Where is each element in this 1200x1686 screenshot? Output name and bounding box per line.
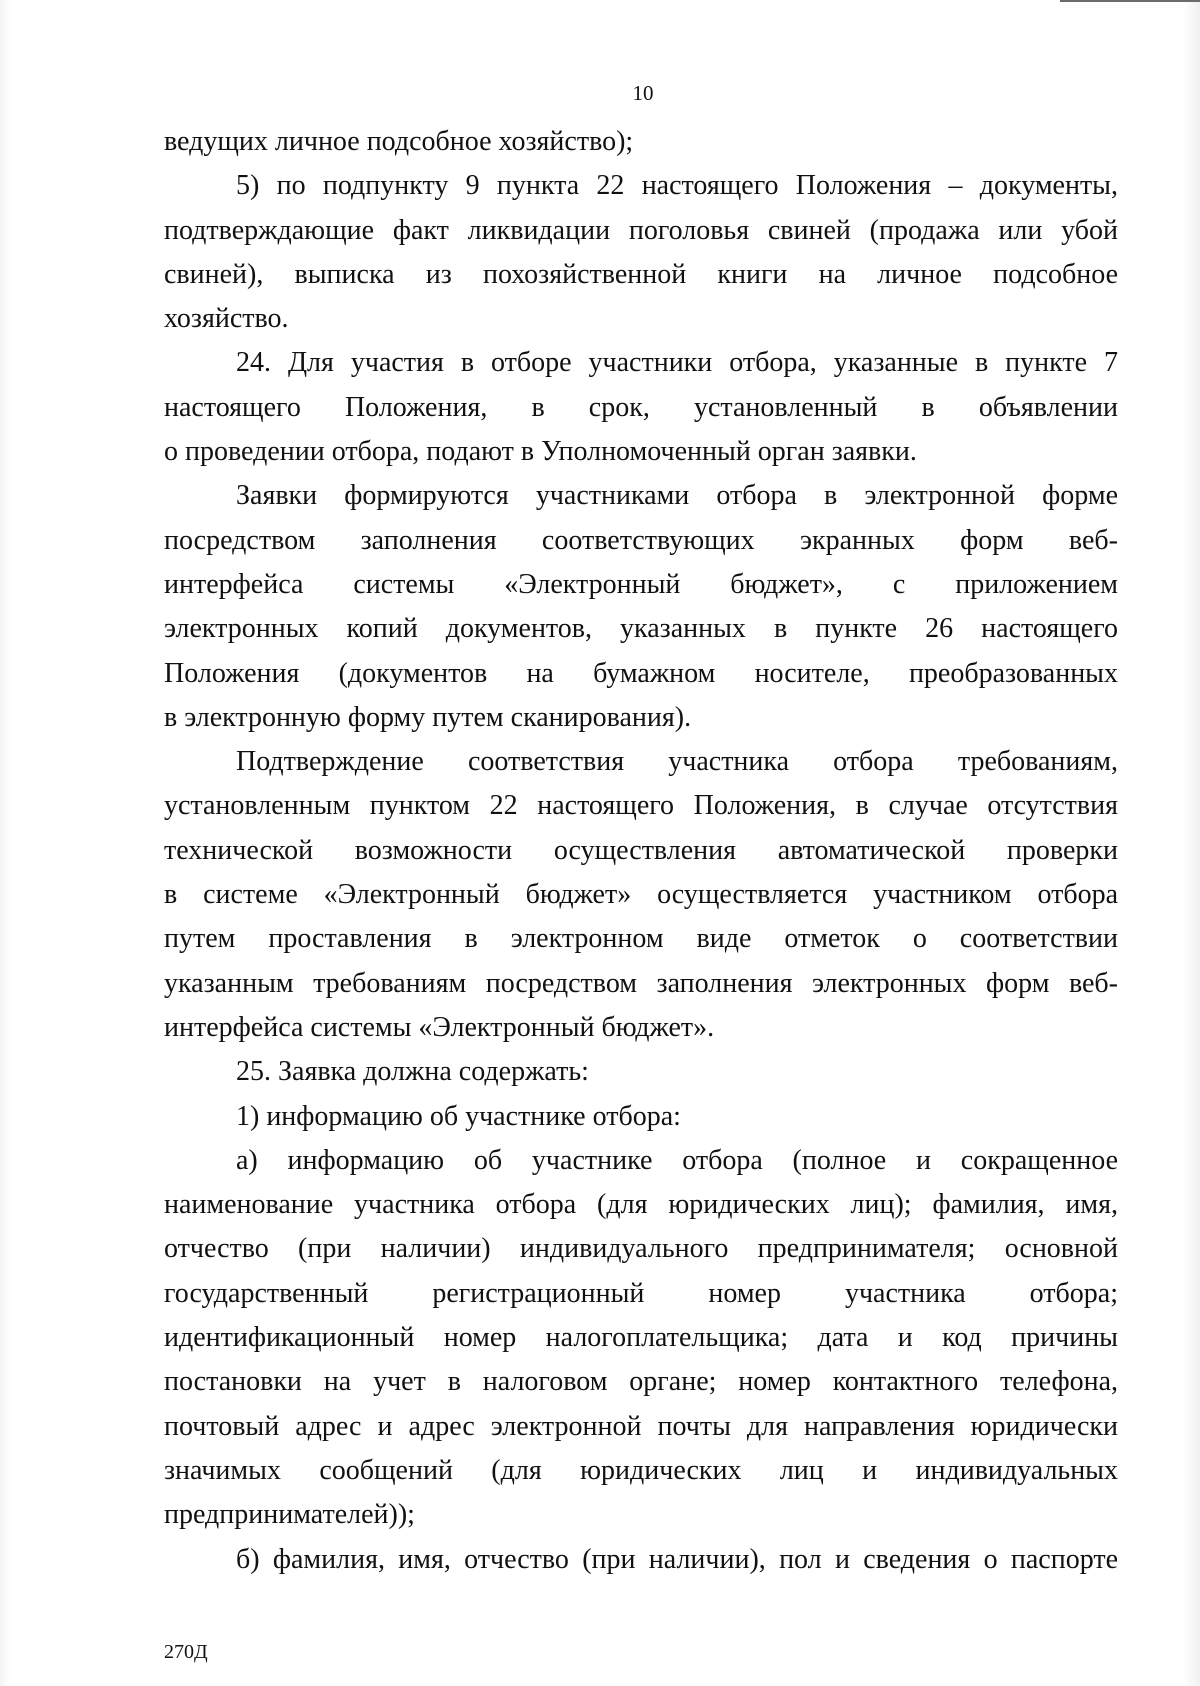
text-line-16: установленным пунктом 22 настоящего Положения, в случае отсутствия [164, 790, 1118, 822]
text-line-5: хозяйство. [164, 303, 289, 335]
text-line-15: Подтверждение соответствия участника отбора требованиям, [236, 746, 1118, 778]
document-code: 270Д [164, 1641, 208, 1663]
text-line-28: идентификационный номер налогоплательщика; дата и код причины [164, 1322, 1118, 1354]
text-line-32: предпринимателей)); [164, 1499, 415, 1531]
text-line-1: ведущих личное подсобное хозяйство); [164, 126, 634, 157]
text-line-11: интерфейса системы «Электронный бюджет», с приложением [164, 568, 1118, 600]
text-line-25: наименование участника отбора (для юридических лиц); фамилия, имя, [164, 1189, 1118, 1221]
scan-top-rule [1060, 0, 1200, 2]
scan-edge-right [1182, 0, 1200, 1686]
text-line-33: б) фамилия, имя, отчество (при наличии), пол и сведения о паспорте [236, 1543, 1118, 1575]
text-line-2: 5) по подпункту 9 пункта 22 настоящего Положения – документы, [236, 170, 1118, 202]
text-line-23: 1) информацию об участнике отбора: [236, 1100, 681, 1132]
text-line-19: путем проставления в электронном виде отметок о соответствии [164, 923, 1118, 955]
text-line-18: в системе «Электронный бюджет» осуществляется участником отбора [164, 879, 1118, 911]
text-line-17: технической возможности осуществления автоматической проверки [164, 834, 1118, 866]
text-line-30: почтовый адрес и адрес электронной почты для направления юридически [164, 1410, 1118, 1442]
text-line-12: электронных копий документов, указанных в пункте 26 настоящего [164, 613, 1118, 645]
text-line-14: в электронную форму путем сканирования). [164, 701, 692, 733]
text-line-29: постановки на учет в налоговом органе; номер контактного телефона, [164, 1366, 1118, 1398]
text-line-13: Положения (документов на бумажном носителе, преобразованных [164, 657, 1118, 689]
text-line-24: а) информацию об участнике отбора (полное и сокращенное [236, 1144, 1118, 1176]
document-body [164, 120, 1118, 1582]
text-line-9: Заявки формируются участниками отбора в электронной форме [236, 480, 1118, 512]
text-line-31: значимых сообщений (для юридических лиц и индивидуальных [164, 1454, 1118, 1486]
text-line-8: о проведении отбора, подают в Уполномоченный орган заявки. [164, 436, 917, 468]
text-line-7: настоящего Положения, в срок, установленный в объявлении [164, 391, 1118, 423]
text-line-6: 24. Для участия в отборе участники отбора, указанные в пункте 7 [236, 347, 1118, 379]
text-line-26: отчество (при наличии) индивидуального предпринимателя; основной [164, 1233, 1118, 1265]
text-line-22: 25. Заявка должна содержать: [236, 1056, 589, 1088]
page-number: 10 [632, 81, 654, 105]
text-line-3: подтверждающие факт ликвидации поголовья свиней (продажа или убой [164, 214, 1118, 246]
text-line-10: посредством заполнения соответствующих экранных форм веб- [164, 524, 1118, 556]
text-line-27: государственный регистрационный номер участника отбора; [164, 1277, 1118, 1309]
scan-edge-left [0, 0, 10, 1686]
text-line-20: указанным требованиям посредством заполнения электронных форм веб- [164, 967, 1118, 999]
text-line-4: свиней), выписка из похозяйственной книги на личное подсобное [164, 258, 1118, 290]
text-line-21: интерфейса системы «Электронный бюджет». [164, 1011, 715, 1043]
